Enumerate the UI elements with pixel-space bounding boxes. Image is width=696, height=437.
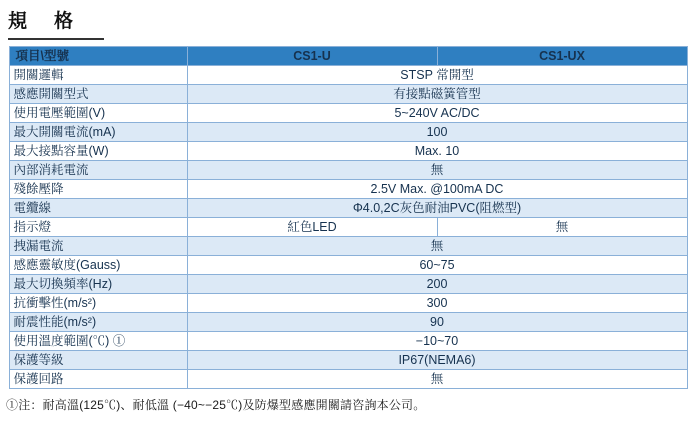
row-label: 最大接點容量(W) (9, 142, 187, 161)
row-label: 使用溫度範圍(℃) ① (9, 332, 187, 351)
table-row (9, 370, 687, 389)
row-value: IP67(NEMA6) (187, 351, 687, 370)
table-row (9, 256, 687, 275)
row-value: 無 (187, 161, 687, 180)
row-label: 開關邏輯 (9, 66, 187, 85)
row-label: 使用電壓範圍(V) (9, 104, 187, 123)
row-value: 300 (187, 294, 687, 313)
table-header (9, 47, 687, 66)
table-row (9, 142, 687, 161)
row-value: 無 (187, 237, 687, 256)
table-row (9, 237, 687, 256)
table-row (9, 66, 687, 85)
row-label: 保護回路 (9, 370, 187, 389)
row-label: 最大切換頻率(Hz) (9, 275, 187, 294)
table-row (9, 351, 687, 370)
row-value: 60~75 (187, 256, 687, 275)
row-value: 無 (187, 370, 687, 389)
table-body (9, 66, 687, 389)
row-value: 2.5V Max. @100mA DC (187, 180, 687, 199)
column-header-cs1-u: CS1-U (187, 47, 437, 66)
table-row (9, 85, 687, 104)
row-value: 5~240V AC/DC (187, 104, 687, 123)
row-label: 指示燈 (9, 218, 187, 237)
row-label: 內部消耗電流 (9, 161, 187, 180)
table-row (9, 104, 687, 123)
table-row (9, 199, 687, 218)
table-row (9, 180, 687, 199)
row-label: 電纜線 (9, 199, 187, 218)
table-row (9, 332, 687, 351)
column-header-item: 項目\型號 (9, 47, 187, 66)
table-header-row (9, 47, 687, 66)
row-label: 感應開關型式 (9, 85, 187, 104)
table-row (9, 123, 687, 142)
table-row (9, 275, 687, 294)
row-value: 有接點磁簧管型 (187, 85, 687, 104)
row-label: 耐震性能(m/s²) (9, 313, 187, 332)
row-value: Max. 10 (187, 142, 687, 161)
table-row (9, 161, 687, 180)
row-label: 抗衝擊性(m/s²) (9, 294, 187, 313)
row-value: 200 (187, 275, 687, 294)
table-row (9, 294, 687, 313)
row-label: 拽漏電流 (9, 237, 187, 256)
table-row (9, 218, 687, 237)
row-label: 最大開關電流(mA) (9, 123, 187, 142)
row-value: 100 (187, 123, 687, 142)
table-row (9, 313, 687, 332)
column-header-cs1-ux: CS1-UX (437, 47, 687, 66)
row-label: 感應靈敏度(Gauss) (9, 256, 187, 275)
row-value: −10~70 (187, 332, 687, 351)
page-title-wrap (0, 0, 696, 38)
row-label: 保護等級 (9, 351, 187, 370)
row-value: STSP 常開型 (187, 66, 687, 85)
row-value-cs1-ux: 無 (437, 218, 687, 237)
page-title: 規 格 (8, 11, 78, 32)
title-underline (8, 38, 104, 40)
row-label: 殘餘壓降 (9, 180, 187, 199)
footnote: ①注：耐高溫(125℃)、耐低溫 (−40~−25℃)及防爆型感應開關請咨詢本公司。 (6, 398, 426, 412)
row-value: Φ4.0,2C灰色耐油PVC(阻燃型) (187, 199, 687, 218)
row-value: 90 (187, 313, 687, 332)
row-value-cs1-u: 紅色LED (187, 218, 437, 237)
specification-table (9, 46, 688, 389)
